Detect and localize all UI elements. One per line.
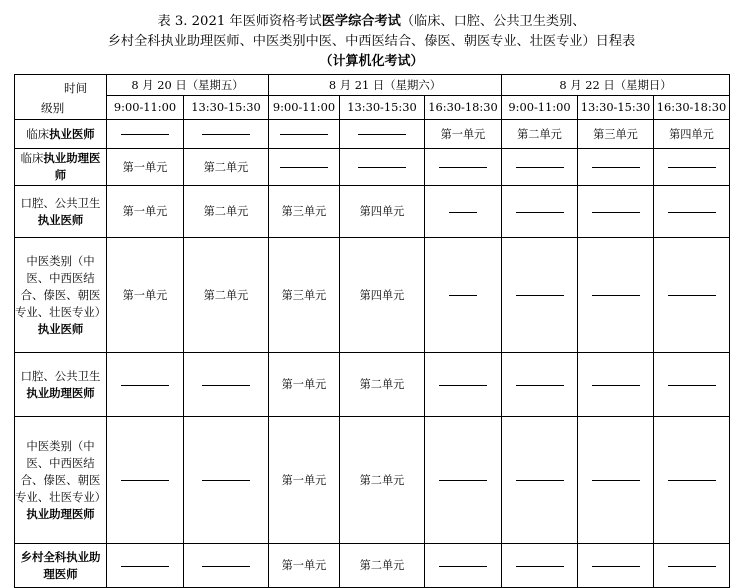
unit-cell [269,353,340,417]
row-label [15,120,107,149]
slot-header: 9:00-11:00 [502,96,578,120]
dash-mark [121,385,169,386]
unit-label: 第三单元 [593,127,638,141]
unit-cell [184,186,269,238]
empty-cell [654,149,730,186]
table-row [15,149,730,186]
dash-mark [516,167,564,168]
dash-mark [516,212,564,213]
dash-mark [668,480,716,481]
unit-label: 第二单元 [359,559,405,572]
empty-cell [184,544,269,588]
dash-mark [202,134,250,135]
empty-cell [340,149,425,186]
unit-label: 第二单元 [517,127,562,141]
unit-label: 第一单元 [281,559,327,572]
unit-cell [184,149,269,186]
unit-cell [340,238,425,353]
corner-level-label: 级别 [41,101,65,115]
row-label [15,149,107,186]
day-header: 8 月 20 日（星期五） [107,75,269,96]
unit-cell [269,186,340,238]
empty-cell [654,353,730,417]
dash-mark [202,566,250,567]
header-row-days [15,75,730,96]
empty-cell [502,417,578,544]
slot-header: 16:30-18:30 [654,96,730,120]
unit-cell [107,238,184,353]
table-row [15,186,730,238]
dash-mark [668,295,716,296]
empty-cell [269,120,340,149]
unit-label: 第四单元 [669,127,714,141]
empty-cell [654,544,730,588]
empty-cell [184,120,269,149]
unit-cell [340,186,425,238]
day-header: 8 月 22 日（星期日） [502,75,730,96]
dash-mark [592,212,640,213]
slot-header: 9:00-11:00 [107,96,184,120]
schedule-body [15,75,730,588]
table-row [15,353,730,417]
row-label-bold: 执业医师 [49,126,95,141]
title-line-3: （计算机化考试） [319,54,424,69]
dash-mark [439,385,487,386]
empty-cell [502,149,578,186]
empty-cell [578,544,654,588]
unit-cell [578,120,654,149]
empty-cell [184,353,269,417]
dash-mark [202,480,250,481]
empty-cell [107,353,184,417]
dash-mark [121,480,169,481]
table-row [15,417,730,544]
dash-mark [439,566,487,567]
unit-label: 第一单元 [281,378,327,391]
row-label-bold: 执业助理医师 [43,151,101,182]
empty-cell [425,186,502,238]
row-label-bold: 执业医师 [37,321,84,336]
table-row [15,238,730,353]
row-label-plain: 中医类别（中医、中西医结合、傣医、朝医专业、壮医专业） [15,253,107,319]
unit-cell [184,238,269,353]
unit-cell [107,149,184,186]
slot-header: 13:30-15:30 [340,96,425,120]
unit-label: 第二单元 [203,288,249,302]
row-label-plain: 口腔、公共卫生 [20,368,101,383]
unit-cell [502,120,578,149]
empty-cell [502,186,578,238]
dash-mark [668,212,716,213]
empty-cell [578,186,654,238]
unit-label: 第二单元 [359,473,405,487]
title-line-2: 乡村全科执业助理医师、中医类别中医、中西医结合、傣医、朝医专业、壮医专业）日程表 [107,34,636,49]
slot-header: 13:30-15:30 [578,96,654,120]
empty-cell [654,238,730,353]
unit-cell [269,417,340,544]
dash-mark [516,295,564,296]
dash-mark [592,566,640,567]
dash-mark [592,480,640,481]
dash-mark [516,480,564,481]
dash-mark [668,167,716,168]
unit-cell [340,544,425,588]
header-row-slots [15,96,730,120]
row-label [15,417,107,544]
unit-cell [269,544,340,588]
empty-cell [107,544,184,588]
unit-label: 第三单元 [281,205,327,218]
dash-mark [449,295,477,296]
row-label-plain: 临床 [26,126,50,141]
title-suffix: （临床、口腔、公共卫生类别、 [400,14,586,29]
empty-cell [502,544,578,588]
day-header: 8 月 21 日（星期六） [269,75,502,96]
dash-mark [668,385,716,386]
empty-cell [107,120,184,149]
slot-header: 13:30-15:30 [184,96,269,120]
unit-label: 第三单元 [281,288,327,302]
empty-cell [578,417,654,544]
dash-mark [121,566,169,567]
empty-cell [425,149,502,186]
unit-label: 第四单元 [359,288,405,302]
row-label [15,238,107,353]
empty-cell [107,417,184,544]
dash-mark [358,167,406,168]
dash-mark [449,212,477,213]
empty-cell [578,238,654,353]
row-label-bold: 执业助理医师 [26,385,95,400]
table-row [15,120,730,149]
unit-cell [340,353,425,417]
empty-cell [654,417,730,544]
unit-label: 第二单元 [203,160,249,174]
dash-mark [280,167,328,168]
table-row [15,544,730,588]
row-label-plain: 临床 [20,151,44,165]
row-label-plain: 中医类别（中医、中西医结合、傣医、朝医专业、壮医专业） [15,438,107,504]
unit-cell [654,120,730,149]
empty-cell [425,238,502,353]
empty-cell [425,353,502,417]
dash-mark [592,167,640,168]
unit-label: 第二单元 [203,205,249,218]
unit-label: 第四单元 [359,205,405,218]
dash-mark [202,385,250,386]
unit-cell [269,238,340,353]
unit-label: 第二单元 [359,378,405,391]
dash-mark [358,134,406,135]
dash-mark [592,295,640,296]
unit-label: 第一单元 [122,205,168,218]
unit-label: 第一单元 [440,127,486,141]
dash-mark [592,385,640,386]
row-label-bold: 乡村全科执业助理医师 [20,549,101,581]
empty-cell [269,149,340,186]
title-bold: 医学综合考试 [321,14,401,29]
empty-cell [184,417,269,544]
dash-mark [439,480,487,481]
unit-label: 第一单元 [122,160,168,174]
dash-mark [516,566,564,567]
dash-mark [516,385,564,386]
dash-mark [668,566,716,567]
dash-mark [439,167,487,168]
unit-cell [340,417,425,544]
empty-cell [578,353,654,417]
row-label [15,544,107,588]
unit-cell [107,186,184,238]
title-prefix: 表 3. 2021 年医师资格考试 [157,14,322,29]
empty-cell [502,238,578,353]
dash-mark [280,134,328,135]
row-label-bold: 执业助理医师 [26,506,95,521]
empty-cell [502,353,578,417]
unit-label: 第一单元 [122,288,168,302]
empty-cell [578,149,654,186]
corner-cell [15,75,107,120]
row-label [15,353,107,417]
empty-cell [425,544,502,588]
schedule-table [14,74,730,588]
unit-cell [425,120,502,149]
empty-cell [340,120,425,149]
row-label [15,186,107,238]
empty-cell [654,186,730,238]
empty-cell [425,417,502,544]
row-label-bold: 执业医师 [37,212,84,227]
slot-header: 9:00-11:00 [269,96,340,120]
slot-header: 16:30-18:30 [425,96,502,120]
unit-label: 第一单元 [281,473,327,487]
corner-time-label: 时间 [64,81,88,95]
row-label-plain: 口腔、公共卫生 [20,195,101,210]
dash-mark [121,134,169,135]
title-line-1 [0,12,743,32]
